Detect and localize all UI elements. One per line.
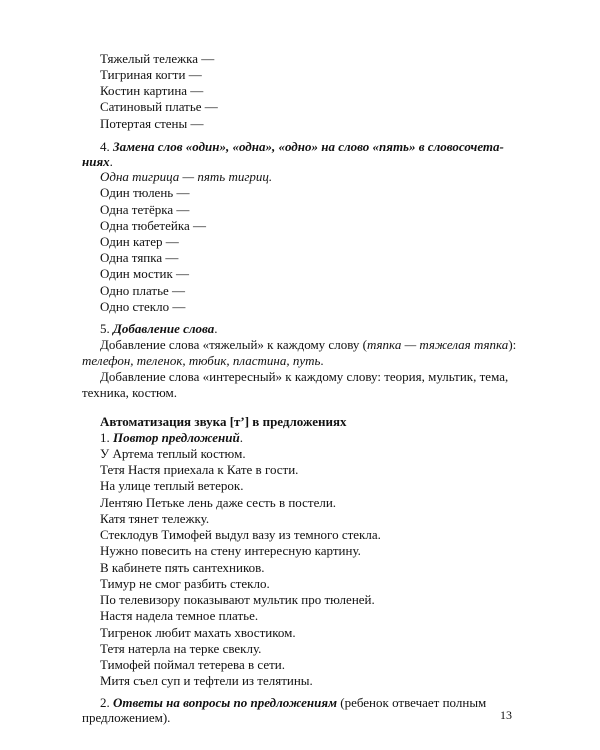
paragraph-line: техника, костюм. <box>82 384 178 400</box>
list-item: Один мостик — <box>100 266 190 282</box>
sentence: Тимофей поймал тетерева в сети. <box>100 657 286 673</box>
list-item: Сатиновый платье — <box>100 99 218 115</box>
section-title: Замена слов «один», «одна», «одно» на слово «пять» в словосочета- <box>113 139 504 155</box>
list-item: Одно платье — <box>100 282 186 298</box>
sentence: Катя тянет тележку. <box>100 510 210 526</box>
section-number: 4. <box>100 139 110 155</box>
sentence: Лентяю Петьке лень даже сесть в постели. <box>100 494 337 510</box>
subsection-title: 1. Повтор предложений. <box>100 429 243 445</box>
section-2-title: 2. Ответы на вопросы по предложениям (ребенок отвечает полным <box>100 695 487 711</box>
sentence: В кабинете пять сантехников. <box>100 559 265 575</box>
page-number: 13 <box>500 708 512 722</box>
list-item: Одна тяпка — <box>100 250 179 266</box>
section-4-title-cont: ниях. <box>82 153 113 169</box>
paragraph-line: телефон, теленок, тюбик, пластина, путь. <box>82 353 324 369</box>
sentence: Тигренок любит махать хвостиком. <box>100 624 296 640</box>
sentence: Тетя Настя приехала к Кате в гости. <box>100 462 299 478</box>
sentence: Стеклодув Тимофей выдул вазу из темного стекла. <box>100 527 381 543</box>
list-item: Костин картина — <box>100 83 204 99</box>
sentence: Митя съел суп и тефтели из телятины. <box>100 673 313 689</box>
list-item: Одна тюбетейка — <box>100 217 206 233</box>
list-item: Тяжелый тележка — <box>100 50 215 66</box>
paragraph-line: Добавление слова «тяжелый» к каждому слову (тяпка — тяжелая тяпка): <box>100 337 517 353</box>
sentence: У Артема теплый костюм. <box>100 445 246 461</box>
sentence: Нужно повесить на стену интересную картину. <box>100 543 361 559</box>
list-item: Одно стекло — <box>100 298 186 314</box>
sentence: На улице теплый ветерок. <box>100 478 244 494</box>
sentence: Тимур не смог разбить стекло. <box>100 575 270 591</box>
list-item: Потертая стены — <box>100 115 204 131</box>
list-item: Один катер — <box>100 233 179 249</box>
list-item: Один тюлень — <box>100 185 190 201</box>
paragraph-line: предложением). <box>82 709 171 725</box>
sentence: Настя надела темное платье. <box>100 608 259 624</box>
section-heading: Автоматизация звука [т’] в предложениях <box>100 414 347 430</box>
sentence: Тетя натерла на терке свеклу. <box>100 640 262 656</box>
section-5-title: 5. Добавление слова. <box>100 320 218 336</box>
example-text: Одна тигрица — пять тигриц. <box>100 169 273 185</box>
list-item: Тигриная когти — <box>100 66 202 82</box>
paragraph-line: Добавление слова «интересный» к каждому слову: теория, мультик, тема, <box>100 368 509 384</box>
section-4-title <box>100 139 504 154</box>
list-item: Одна тетёрка — <box>100 201 190 217</box>
sentence: По телевизору показывают мультик про тюленей. <box>100 592 375 608</box>
